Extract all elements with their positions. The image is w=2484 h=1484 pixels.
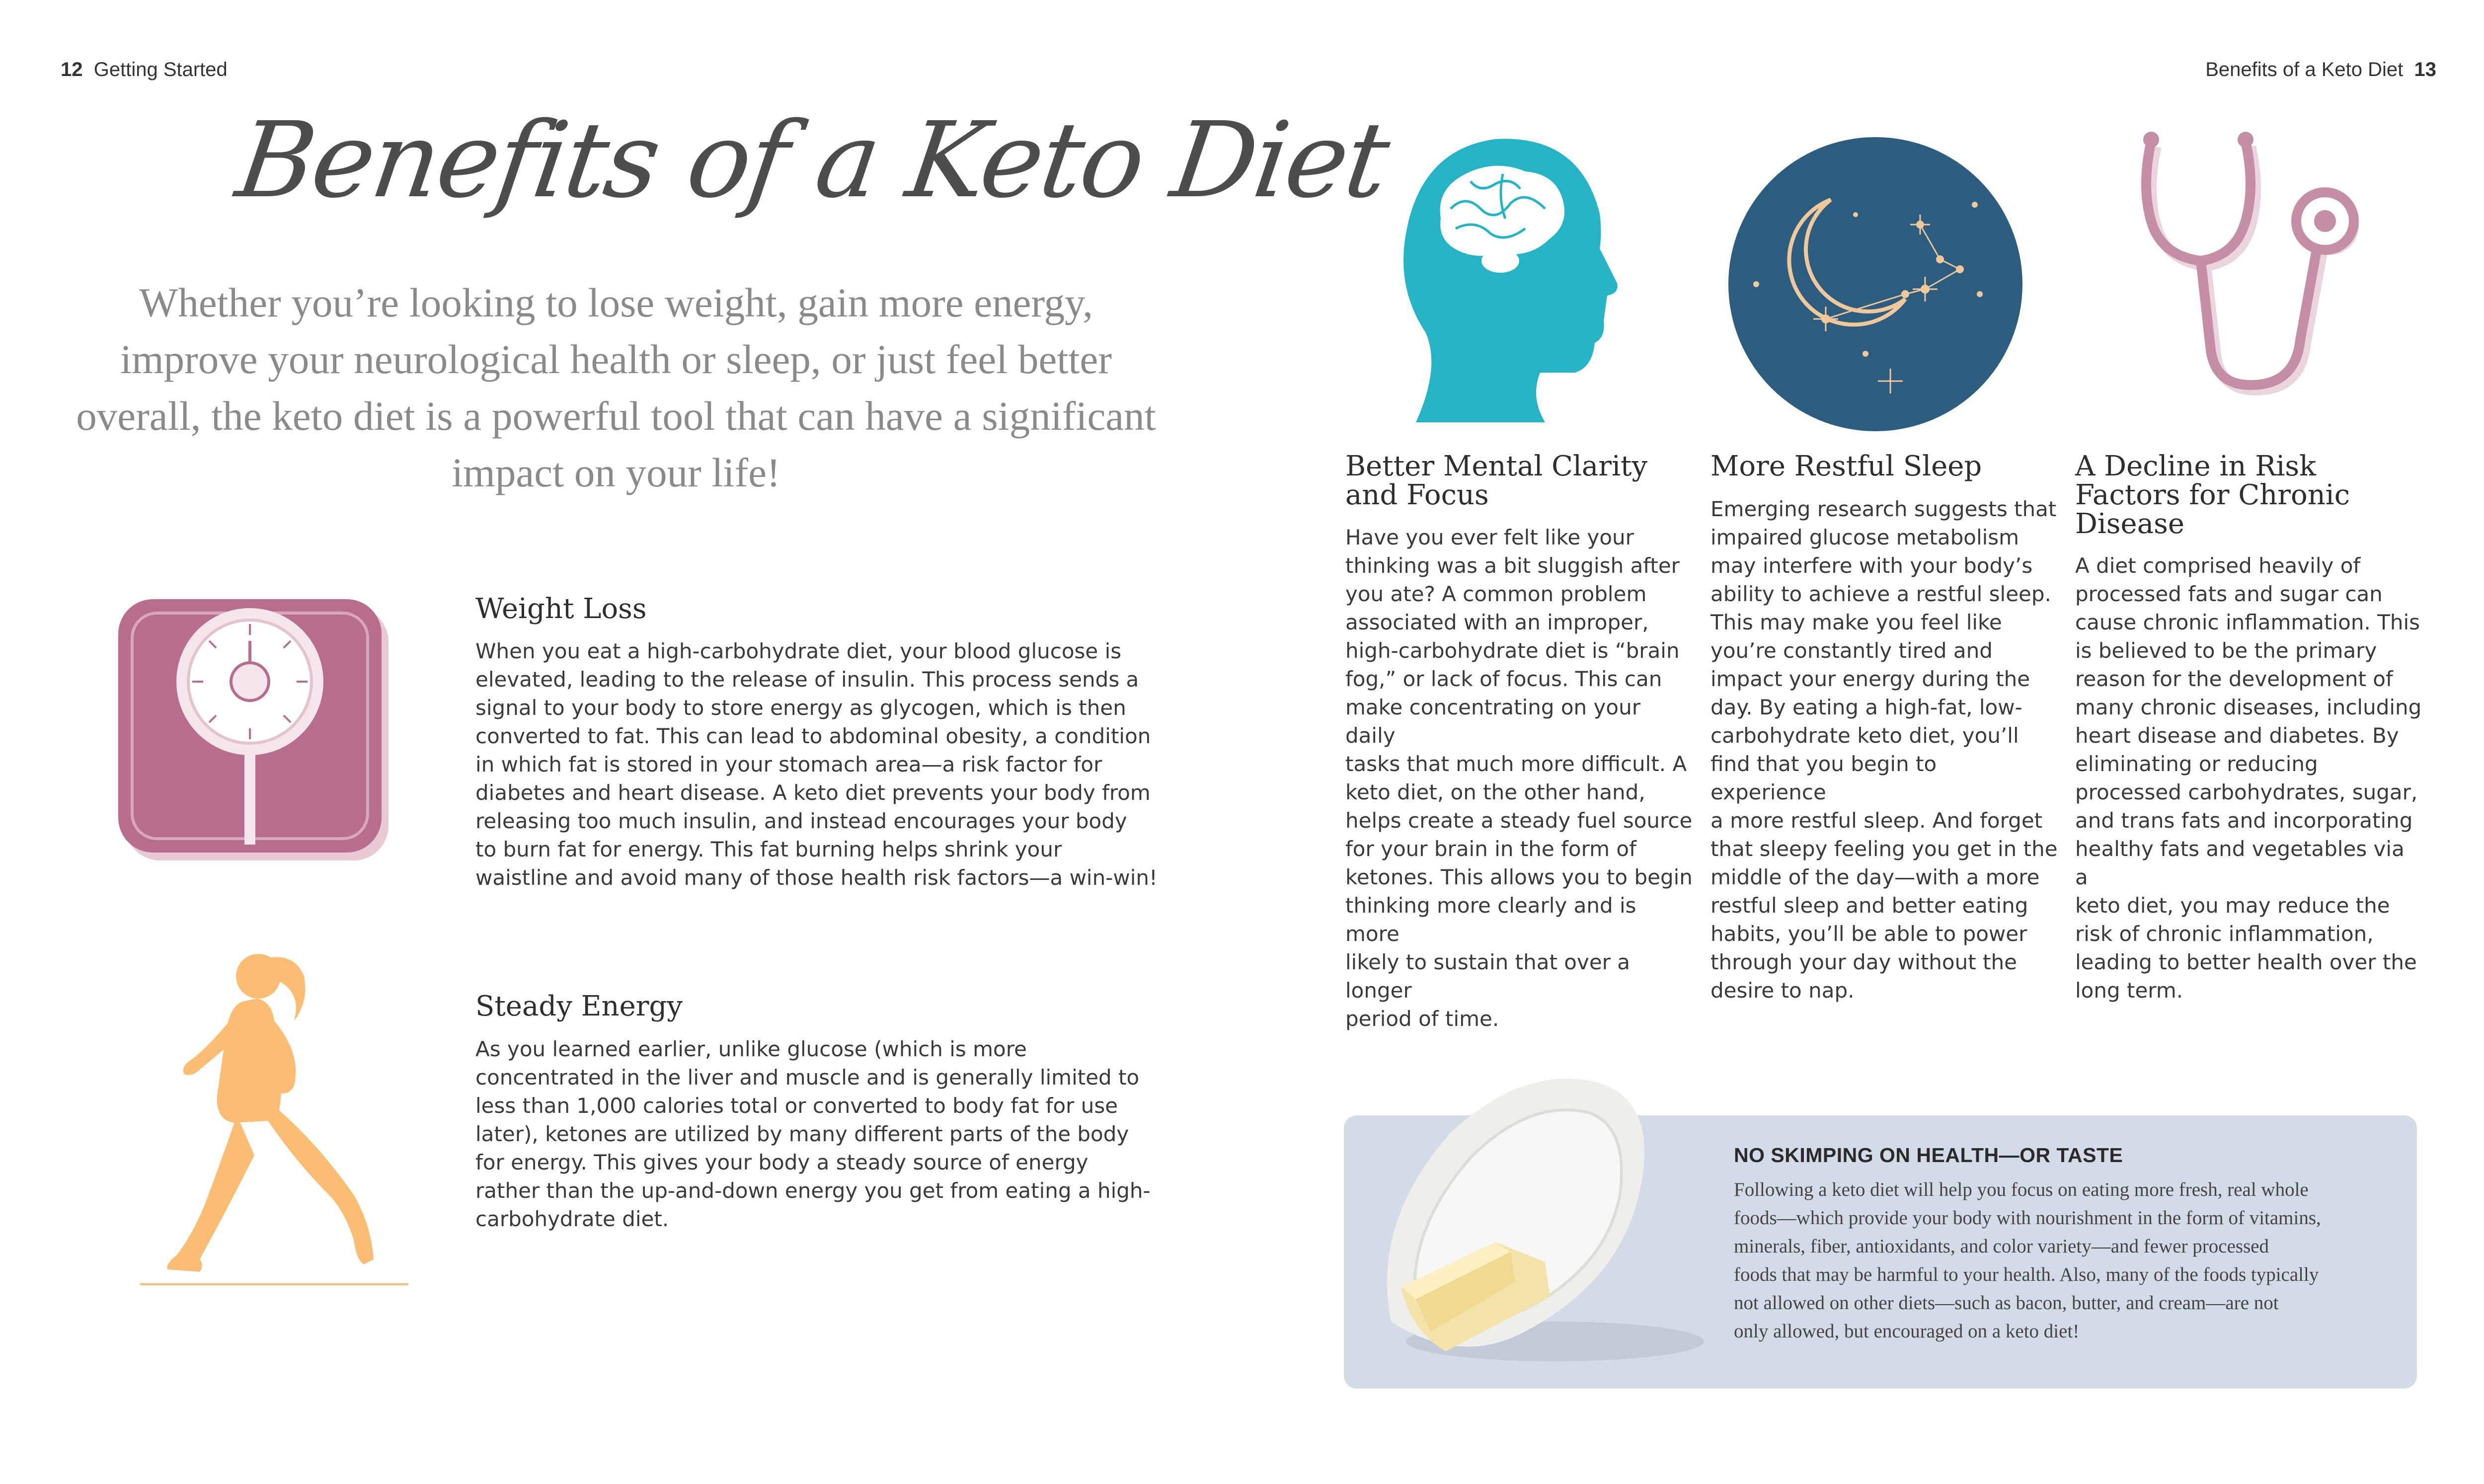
moon-stars-icon: [1726, 135, 2024, 433]
chronic-disease-heading: A Decline in Risk Factors for Chronic Disease: [2075, 450, 2350, 540]
left-page-number: 12: [61, 59, 83, 80]
weight-loss-heading: Weight Loss: [475, 593, 647, 625]
butter-in-bowl-photo: [1361, 1073, 1719, 1381]
right-running-head: [2205, 59, 2436, 81]
sidebar-body: Following a keto diet will help you focus on eating more fresh, real whole foods—which provide your body with nourishment in the form of vitamins, minerals, fiber, antioxidants, and color variety—and fewer processed foods that may be harmful to your health. Also, many of the foods typically not allowed on other diets—such as bacon, butter, and cream—are not only allowed, but encouraged on a keto diet!: [1734, 1179, 2321, 1342]
page-title: Benefits of a Keto Diet: [230, 99, 1395, 221]
runner-icon: [130, 946, 408, 1294]
left-running-head: [61, 59, 228, 81]
head-brain-icon: [1396, 134, 1625, 422]
bathroom-scale-icon: [115, 596, 393, 864]
mental-clarity-body: Have you ever felt like your thinking was a bit sluggish after you ate? A common problem associated with an improper, high-carbohydrate diet is “brain fog,” or lack of focus. This can make concentrating on your daily tasks that much more difficult. A keto diet, on the other hand, helps create a steady fuel source for your brain in the form of ketones. This allows you to begin thinking more clearly and is more likely to sustain that over a longer period of time.: [1345, 525, 1693, 1031]
intro-paragraph: Whether you’re looking to lose weight, gain more energy, improve your neurological health or sleep, or just feel better overall, the keto diet is a powerful tool that can have a significant impact on your life!: [76, 280, 1156, 495]
restful-sleep-heading: More Restful Sleep: [1710, 450, 1982, 482]
right-section-name: Benefits of a Keto Diet: [2205, 59, 2404, 80]
stethoscope-icon: [2131, 127, 2390, 405]
weight-loss-body: When you eat a high-carbohydrate diet, your blood glucose is elevated, leading to the release of insulin. This process sends a signal to your body to store energy as glycogen, which is then converted to fat. This can lead to abdominal obesity, a condition in which fat is stored in your stomach area—a risk factor for diabetes and heart disease. A keto diet prevents your body from releasing too much insulin, and instead encourages your body to burn fat for energy. This fat burning helps shrink your waistline and avoid many of those health risk factors—a win-win!: [475, 639, 1158, 890]
mental-clarity-heading: Better Mental Clarity and Focus: [1345, 450, 1648, 511]
right-page-number: 13: [2414, 59, 2436, 80]
chronic-disease-body: A diet comprised heavily of processed fats and sugar can cause chronic inflammation. This is believed to be the primary reason for the development of many chronic diseases, including heart disease and diabetes. By eliminating or reducing processed carbohydrates, sugar, and trans fats and incorporating healthy fats and vegetables via a keto diet, you may reduce the risk of chronic inflammation, leading to better health over the long term.: [2075, 553, 2422, 1003]
restful-sleep-body: Emerging research suggests that impaired glucose metabolism may interfere with your body’s ability to achieve a restful sleep. This may make you feel like you’re constantly tired and impact your energy during the day. By eating a high-fat, low- carbohydrate keto diet, you’ll find that you begin to experience a more restful sleep. And forget that sleepy feeling you get in the middle of the day—with a more restful sleep and better eating habits, you’ll be able to power through your day without the desire to nap.: [1710, 497, 2058, 1003]
sidebar-title: NO SKIMPING ON HEALTH—OR TASTE: [1734, 1144, 2123, 1167]
steady-energy-heading: Steady Energy: [475, 990, 683, 1022]
left-section-name: Getting Started: [93, 59, 228, 80]
steady-energy-body: As you learned earlier, unlike glucose (which is more concentrated in the liver and muscle and is generally limited to less than 1,000 calories total or converted to body fat for use later), ketones are utilized by many different parts of the body for energy. This gives your body a steady source of energy rather than the up-and-down energy you get from eating a high- carbohydrate diet.: [475, 1037, 1151, 1231]
